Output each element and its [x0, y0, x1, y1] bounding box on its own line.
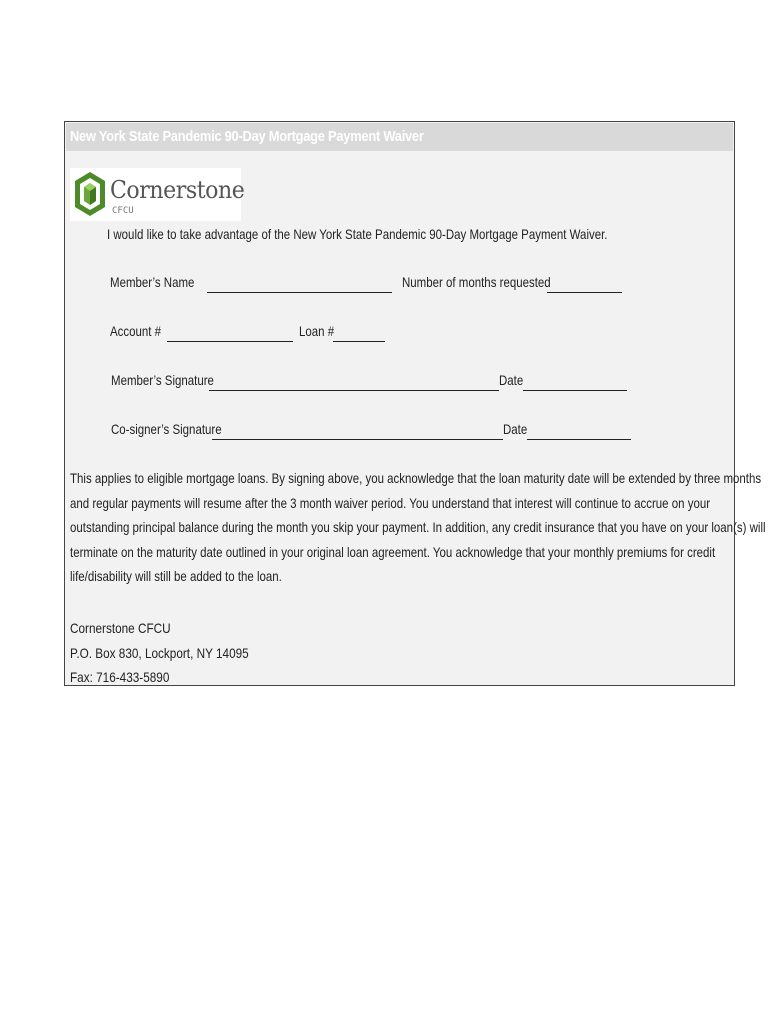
address-line-fax: Fax: 716-433-5890: [70, 669, 170, 685]
disclaimer-line: terminate on the maturity date outlined in your original loan agreement. You acknowledge that your monthly premiums for credit: [70, 543, 716, 560]
date-field-2[interactable]: [527, 439, 631, 440]
date-field-1[interactable]: [523, 390, 627, 391]
months-requested-label: Number of months requested: [402, 274, 551, 290]
mailing-address: [70, 616, 249, 690]
cornerstone-logo: [70, 168, 245, 221]
account-label: Account #: [110, 323, 162, 339]
logo-subtitle: CFCU: [112, 206, 134, 216]
loan-field[interactable]: [333, 341, 385, 342]
disclaimer-paragraph: [70, 466, 766, 589]
logo-wordmark: Cornerstone: [110, 176, 245, 204]
disclaimer-line: life/disability will still be added to the loan.: [70, 568, 282, 584]
address-line-org: Cornerstone CFCU: [70, 620, 171, 636]
member-name-label: Member’s Name: [110, 274, 195, 290]
date-label-2: Date: [503, 421, 528, 437]
member-signature-field[interactable]: [209, 390, 499, 391]
disclaimer-line: outstanding principal balance during the month you skip your payment. In addition, any credit insurance that you have on your loan(s) will: [70, 519, 766, 535]
cosigner-signature-field[interactable]: [212, 439, 503, 440]
intro-text: I would like to take advantage of the New York State Pandemic 90-Day Mortgage Payment Waiver.: [107, 226, 608, 242]
member-signature-label: Member’s Signature: [111, 372, 214, 388]
address-line-po-box: P.O. Box 830, Lockport, NY 14095: [70, 644, 249, 661]
months-requested-field[interactable]: [547, 292, 622, 293]
date-label-1: Date: [499, 372, 524, 388]
waiver-form: [64, 121, 766, 686]
loan-label: Loan #: [299, 323, 335, 339]
disclaimer-line: and regular payments will resume after the 3 month waiver period. You understand that interest will continue to accrue on your: [70, 494, 711, 511]
account-field[interactable]: [167, 341, 293, 342]
member-name-field[interactable]: [207, 292, 392, 293]
title-bar: [66, 123, 733, 151]
hexagon-cube-icon: [74, 171, 106, 217]
disclaimer-line: This applies to eligible mortgage loans. By signing above, you acknowledge that the loan maturity date will be extended by three months: [70, 470, 762, 486]
cosigner-signature-label: Co-signer’s Signature: [111, 421, 222, 437]
form-title: New York State Pandemic 90-Day Mortgage Payment Waiver: [70, 128, 424, 145]
